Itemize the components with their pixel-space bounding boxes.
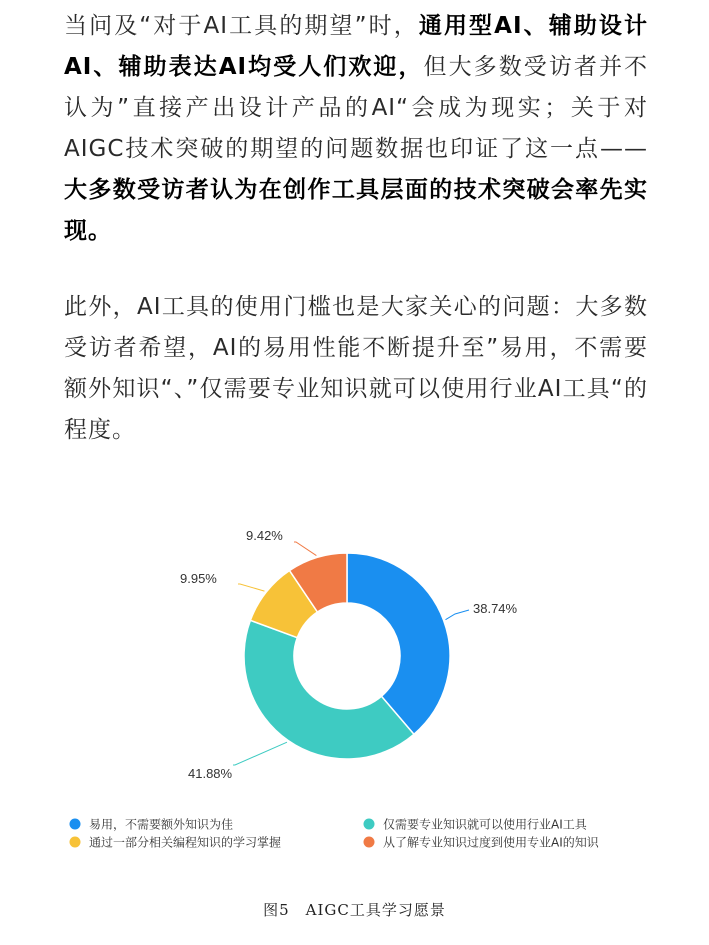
leader-line [238,584,264,591]
figure-caption: 图5 AIGC工具学习愿景 [263,901,446,919]
legend-marker [70,837,81,848]
legend-marker [364,837,375,848]
data-label: 9.95% [180,571,217,586]
donut-chart [0,480,709,880]
legend-marker [70,819,81,830]
paragraph-threshold: 此外，AI工具的使用门槛也是大家关心的问题：大多数受访者希望，AI的易用性能不断提升至”易用，不需要额外知识“、”仅需要专业知识就可以使用行业AI工具“的程度。 [64,294,648,443]
paragraph-expectations [64,6,648,252]
legend-label: 通过一部分相关编程知识的学习掌握 [89,835,282,850]
legend-label: 易用，不需要额外知识为佳 [89,817,234,832]
bold-run: 大多数受访者认为在创作工具层面的技术突破会率先实现。 [64,177,648,244]
text-run: 但大多数受访者并不认为”直接产出设计产品的AI“会成为现实；关于对AIGC技术突破的期望的问题数据也印证了这一点—— [64,54,648,162]
legend-label: 从了解专业知识过度到使用专业AI的知识 [383,835,599,850]
legend-label: 仅需要专业知识就可以使用行业AI工具 [383,817,587,832]
leader-line [446,610,469,620]
data-label: 38.74% [473,601,518,616]
data-label: 41.88% [188,766,233,781]
data-label: 9.42% [246,528,283,543]
leader-line [294,542,316,556]
leader-line [233,742,287,765]
text-run: 当问及“对于AI工具的期望”时， [64,13,419,39]
bold-run: 通用型AI、辅助设计AI、辅助表达AI均受人们欢迎， [64,13,648,80]
legend-marker [364,819,375,830]
